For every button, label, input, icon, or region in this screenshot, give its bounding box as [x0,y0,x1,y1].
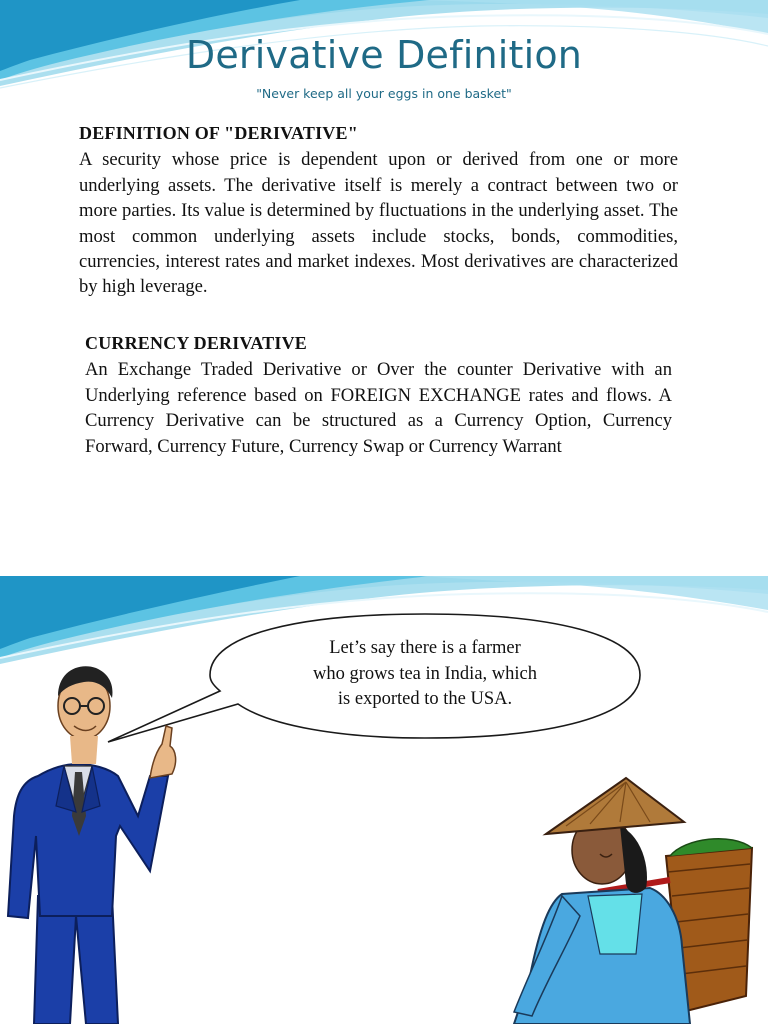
currency-derivative-heading: CURRENCY DERIVATIVE [85,333,307,353]
slide-separator [0,560,768,576]
slide-tea-farmer [0,576,768,1024]
speech-line-2: who grows tea in India, which [312,663,537,684]
tea-farmer-illustration [470,776,768,1024]
speech-bubble-text [270,636,580,713]
definition-body: A security whose price is dependent upon or derived from one or more underlying assets. The derivative itself is merely a contract between two or more parties. Its value is determined by fluctuations in the underlying asset. The most common underlying assets include stocks, bonds, commodities, currencies, interest rates and market indexes. Most derivatives are characterized by high leverage. [79,149,678,298]
definition-section [79,121,678,300]
slide-title: Derivative Definition [185,33,583,77]
speech-line-3: is exported to the USA. [337,689,513,709]
businessman-illustration [0,666,200,1024]
slide-subtitle: "Never keep all your eggs in one basket" [256,86,512,101]
speech-line-1: Let’s say there is a farmer [329,638,521,658]
currency-derivative-body: An Exchange Traded Derivative or Over the counter Derivative with an Underlying reference based on FOREIGN EXCHANGE rates and flows. A Currency Derivative can be structured as a Currency Option, Currency Forward, Currency Future, Currency Swap or Currency Warrant [85,359,672,457]
definition-heading: DEFINITION OF "DERIVATIVE" [79,123,358,143]
currency-derivative-section [85,331,672,459]
